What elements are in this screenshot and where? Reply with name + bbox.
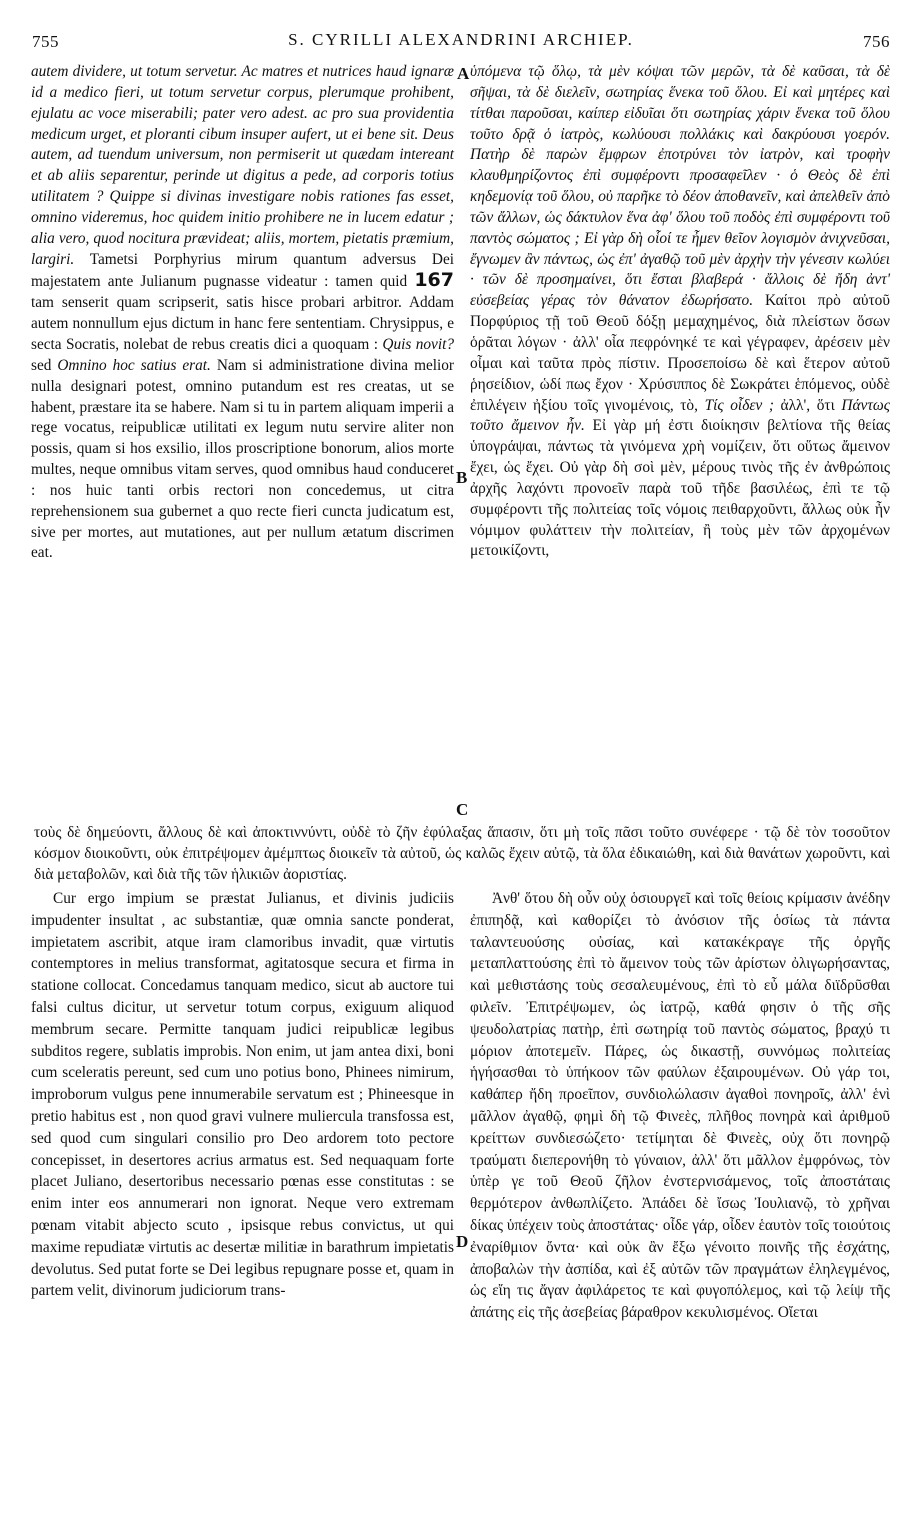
greek-column-bottom xyxy=(470,888,890,1324)
page-number-left: 755 xyxy=(32,32,59,51)
latin-text: Nam si administratione divina melior nulla designari potest, omnino putandum est res creatas, ut se habent, præstare ita se habere. Nam si tu in partem aliquam imperii a rege vocatus, reipublicæ utilitati ex legum nutu servire aliter non possis, quam si hos exsilio, illos proscriptione bonorum, alios morte multes, neque omnibus vitam serves, quod omnibus haud conduceret : nos huic tanti orbis rectori non concedemus, ut citra reprehensionem sua gubernet a quo recte fieri cuncta judicatum est, sive per mortes, aut mutationes, aut per nullum ætatum discrimen eat. xyxy=(31,356,454,562)
greek-italic-passage: ὑπόμενα τῷ ὅλῳ, τὰ μὲν κόψαι τῶν μερῶν, τὰ δὲ καῦσαι, τὰ δὲ σῆψαι, τὰ δὲ διελεῖν, σωτηρίας ἕνεκα τοῦ ὅλου. Εἰ καὶ μητέρες καὶ τίτθαι παροῦσαι, καίπερ εἰδυῖαι ὅτι σωτηρίας χάριν ἕνεκα τοῦ ὅλου τοῦτο δρᾷ ὁ ἰατρὸς, κωλύουσι πολλάκις καὶ δακρύουσι γοερόν. Πατὴρ δὲ παρὼν ἔμφρων ἐποτρύνει τὸν ἰατρὸν, καὶ τροφὴν κλαυθμηρίζοντος ἐπὶ συμφέροντι προσαφεῖλεν · ὁ Θεὸς δὲ ἐπὶ κηδεμονίᾳ τοῦ ὅλου, οὐ παρῆκε τὸ δέον ἀποθανεῖν, καὶ ἀπελθεῖν ἀπὸ τῶν ἄλλων, ὡς δάκτυλον ἕνα ἀφ' ὅλου τοῦ ποδὸς ἐπὶ συμφέροντι τοῦ παντὸς σώματος ; Εἰ γὰρ δὴ οἷοί τε ἦμεν θεῖον λογισμὸν ἀνιχνεῦσαι, ἔγνωμεν ἂν πάντως, ὡς ἐπ' ἀγαθῷ τοῦ μὲν ἀρχὴν τὴν γένεσιν κωλύει · τῶν δὲ προσημαίνει, ὅτι ἔσται βλαβερά · ἄλλοις δὲ ἤδη ἀντ' εὐσεβείας γέρας τὸν θάνατον ἐδωρήσατο. xyxy=(470,63,890,310)
greek-quote: Τίς οἶδεν ; xyxy=(704,396,774,414)
greek-paragraph-bottom: Ἀνθ' ὅτου δὴ οὖν οὐχ ὁσιουργεῖ καὶ τοῖς θείοις κρίμασιν ἀνέδην ἐπιπηδᾷ, καὶ καθορίζει τὸ ἀνόσιον τῆς ὁσίως τὰ πάντα ταλαντευούσης οὐσίας, καὶ κατακέκραγε τῆς ὀργῆς μεταπλαττούσης ἐπὶ τὸ ἄμεινον τοὺς τῶν ἀρίστων ὀλιγωρήσαντας, καὶ μεθιστάσης τοὺς σεσαλευμένους, ἐπὶ τὸ εὖ μάλα διϊδρῦσθαι φιλεῖν. Ἐπιτρέψωμεν, ὡς ἰατρῷ, καθά φησιν ὁ τῆς σῆς ψευδολατρίας πατὴρ, ἐπὶ σωτηρίᾳ τοῦ παντὸς σώματος, βραχύ τι μόριον ἀποτεμεῖν. Πάρες, ὡς δικαστῇ, συννόμως πολιτείας ἡγήσασθαι τὸ ὑπήκοον τῶν φαύλων ἐξαιρουμένων. Οὐ γάρ τοι, καθάπερ ἤδη προεῖπον, συνδιολώλασιν ἀγαθοὶ πονηροῖς, ἀλλ' ἑνὶ μᾶλλον ἀγαθῷ, φημὶ δὴ τῷ Φινεὲς, πλῆθος πονηρὰ καὶ ἀριθμοῦ κρείττων συνδιεσώζετο· τετίμηται δὲ Φινεὲς, οὐχ ὅτι πονηρῷ τραύματι διεπερονήθη τὸ γύναιον, ἀλλ' ὅτι μᾶλλον ἐμφρόνως, τὸν ὑπὲρ γε τοῦ Θεοῦ ζῆλον ἐνστερνισάμενος, τοῖς ἀποστάταις θερμότερον ἀνθωπλίζετο. Ἀπάδει δὲ ἴσως Ἰουλιανῷ, τὸ χρῆναι δίκας ὑπέχειν τοὺς ἀποστάτας· οἶδε γάρ, οἶδεν ἑαυτὸν τοῖς τοιούτοις ἐναρίθμιον ὄντα· καὶ οὐκ ἂν ἔξω γένοιτο ποινῆς τῆς ἐσχάτης, ἀποβαλὼν τὴν ἀσπίδα, καὶ ἐξ αὐτῶν τῶν πραγμάτων ἐληλεγμένος, ὡς εἴη τις ἄγαν ἀφιλάρετος τε καὶ φυγοπόλεμος, καὶ τῷ λείψ τῆς ἀπάτης εἰς τῆς ἀσεβείας βάραθρον κεκυλισμένος. Οἴεται xyxy=(470,890,890,1322)
latin-paragraph-top xyxy=(31,62,454,564)
greek-column-top xyxy=(470,62,890,562)
greek-text: Εἰ γὰρ μή ἐστι διοίκησιν βελτίονα τῆς θείας ὑπογράψαι, πάντως τὰ γινόμενα χρὴ νομίζειν, ὅτι οὕτως ἄμεινον ἔχει, ὡς ἔχει. Οὐ γὰρ δὴ σοὶ μὲν, μέρους τινὸς τῆς ἐν ἀνθρώποις ἀρχῆς λαχόντι προνοεῖν παρὰ τοῦ τῆδε βασιλέως, ἐπὶ τε τῷ συμφέροντι τῆς πολιτείας τοῖς νόμοις πειθαρχοῦντι, ἄλλως οὐκ ἦν νόμιμον φυλάττειν τὴν πολιτείαν, ἢ τοὺς μὲν τῶν ἀρχομένων μετοικίζοντι, xyxy=(470,417,890,560)
latin-text: tam senserit quam scripserit, satis hisce probari arbitror. Addam autem nonnullum ejus dictum in hanc fere sententiam. Chrysippus, e secta Socratis, nolebat de rebus creatis dici a quoquam : xyxy=(31,294,454,353)
greek-text: Καίτοι πρὸ αὐτοῦ Πορφύριος τῇ τοῦ Θεοῦ δόξῃ μεμαχημένος, διὰ πλείστων ὅσων ὁρᾶται λόγων · ἀλλ' οἷα πεφρόνηκέ τε καὶ γέγραφεν, ἀρέσειν μὲν οἶμαι καὶ ταῦτα πρὸς πίστιν. Προσεποίσω δὲ καὶ ἕτερον αὐτοῦ ῥησείδιον, ὡδί πως ἔχον · Χρύσιππος δὲ Σωκράτει ἑπόμενος, οὐδὲ ἐπιλέγειν ἠξίου τοῖς γινομένοις, τὸ, xyxy=(470,292,890,414)
latin-column-top xyxy=(31,62,454,564)
greek-full-width-passage xyxy=(34,822,890,885)
latin-quote: Quis novit? xyxy=(382,335,454,353)
section-marker-c: C xyxy=(456,800,469,819)
marginal-number: 167 xyxy=(414,269,454,292)
page-header xyxy=(28,24,894,58)
latin-quote: Omnino hoc satius erat. xyxy=(57,356,211,374)
section-marker-b: B xyxy=(456,468,468,487)
running-title: S. CYRILLI ALEXANDRINI ARCHIEP. xyxy=(288,30,634,49)
latin-column-bottom xyxy=(31,888,454,1302)
greek-text: ἀλλ', ὅτι xyxy=(773,396,842,414)
latin-paragraph-bottom: Cur ergo impium se præstat Julianus, et divinis judiciis impudenter insultat , ac substantiæ, quæ omnia sancte ponderat, impietatem ascribit, atque iram clamoribus invadit, quæ virtutis contemptores in melius transformat, agitatosque secura et firma in statione collocat. Concedamus tanquam medico, sicut ab auctore tui falsi cultus dicitur, ut servetur totum corpus, exiguum aliquod membrum secare. Permitte tanquam judici reipublicæ legibus subditos regere, sublatis improbis. Non enim, ut jam antea dixi, boni cum sceleratis pereunt, sed cum uno potius bono, Phinees nimirum, improborum vulgus pene innumerabile servatum est ; Phineesque in pretio habitus est , non quod gravi vulnere muliercula transfossa est, sed quod cum singulari consilio pro Deo ardorem toto pectore concepisset, in desertores acrius armatus est. Sed nequaquam forte placet Juliano, desertoribus necessario pœnas esse constitutas : se enim inter eos annumerari non ignorat. Neque vero extremam pœnam vitabit abjecto scuto , ipsisque rebus convictus, ut qui maxime repudiatæ virtutis ac desertæ militiæ in barathrum impietatis devolutus. Sed putat forte se Dei legibus repugnare posse et, quam in partem velit, divinorum judiciorum trans- xyxy=(31,890,454,1300)
greek-quote: Πάντως τοῦτο ἄμεινον ἦν. xyxy=(470,396,890,435)
greek-full-paragraph: τοὺς δὲ δημεύοντι, ἄλλους δὲ καὶ ἀποκτιννύντι, οὐδὲ τὸ ζῆν ἐφύλαξας ἅπασιν, ὅτι μὴ τοῖς πᾶσι τοῦτο συνέφερε · τῷ δὲ τὸν τοσοῦτον κόσμον διοικοῦντι, οὐκ ἐπιτρέψομεν ἀμέμπτως διοικεῖν τὰ αὐτοῦ, ὡς καλῶς ἔχειν αὐτῷ, τὰ ὅλα ἐδικαιώθη, καὶ διὰ θανάτων χωροῦντι, καὶ διὰ μεταβολῶν, καὶ διὰ τῆς τῶν ἡλικιῶν ἀοριστίας. xyxy=(34,824,890,883)
section-marker-a: A xyxy=(457,64,470,83)
latin-text: Tametsi Porphyrius mirum quantum adversus Dei majestatem ante Julianum pugnasse videatur : tamen quid xyxy=(31,250,454,291)
section-marker-d: D xyxy=(456,1232,469,1251)
page-number-right: 756 xyxy=(863,32,890,51)
latin-text: sed xyxy=(31,356,58,374)
latin-italic-passage: autem dividere, ut totum servetur. Ac matres et nutrices haud ignaræ id a medico fieri, ut totum servetur corpus, plerumque prohibent, ejulatu ac voce miserabili; pater vero adest. ac pro sua providentia medicum urget, et ploranti cibum insuper aufert, ut ei bene sit. Deus autem, ad tuendum universum, non permiserit ut quædam intereant et ab aliis separentur, perinde ut digitus a pede, ad corporis totius utilitatem ? Quippe si divinas investigare nobis rationes fas esset, omnino videremus, hoc quidem initio prohibere ne in lucem edatur ; alia vero, quod nocitura prævideat; aliis, mortem, pietatis præmium, largiri. xyxy=(31,63,454,268)
greek-paragraph-top xyxy=(470,62,890,562)
